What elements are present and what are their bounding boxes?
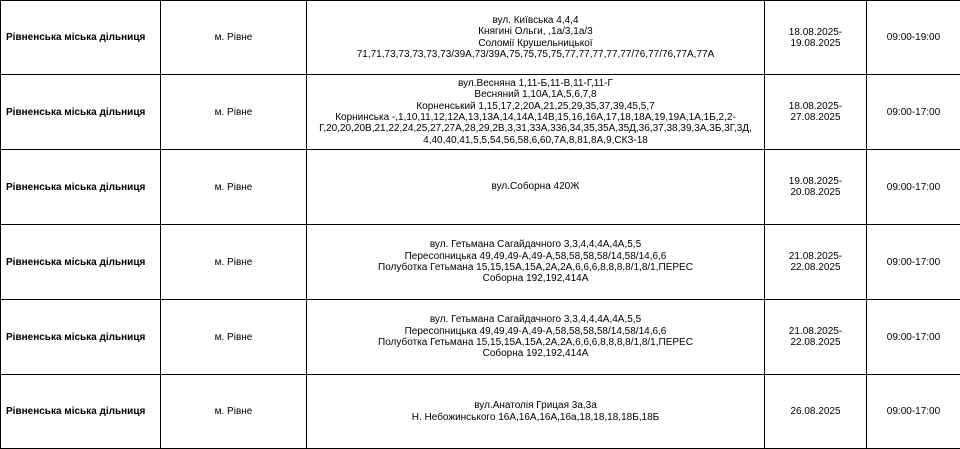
address-line: 4,40,40,41,5,5,54,56,58,6,60,7А,8,81,8А,9,СКЗ-18 (309, 135, 762, 146)
address-line: Корнинська -,1,10,11,12,12А,13,13А,14,14А,14В,15,16,16А,17,18,18А,19,19А,1А,1Б,2,2- (309, 112, 762, 123)
district-cell: Рівненська міська дільниця (1, 300, 161, 375)
address-cell (307, 75, 765, 150)
time-cell: 09:00-17:00 (867, 300, 960, 375)
address-line: Весняний 1,10А,1А,5,6,7,8 (309, 89, 762, 100)
table-row (1, 300, 960, 375)
district-cell: Рівненська міська дільниця (1, 150, 161, 225)
city-cell: м. Рівне (161, 75, 307, 150)
address-line: Княгині Ольги, ,1а/3,1а/3 (309, 26, 762, 37)
city-cell: м. Рівне (161, 300, 307, 375)
address-cell (307, 225, 765, 300)
address-line: Соломії Крушельницької (309, 38, 762, 49)
address-cell (307, 300, 765, 375)
date-cell (765, 1, 867, 75)
table-row (1, 150, 960, 225)
address-cell (307, 150, 765, 225)
address-line: Г,20,20,20В,21,22,24,25,27,27А,28,29,2В,3,31,33А,336,34,35,35А,35Д,36,37,38,39,3А,3Б,3Г,3Д, (309, 123, 762, 134)
address-line: Соборна 192,192,414А (309, 273, 762, 284)
date-cell (765, 150, 867, 225)
date-line: 21.08.2025- (767, 251, 864, 262)
time-cell: 09:00-17:00 (867, 375, 960, 449)
table-body (1, 1, 960, 449)
district-cell: Рівненська міська дільниця (1, 375, 161, 449)
address-line: Полуботка Гетьмана 15,15,15А,15А,2А,2А,6,6,6,8,8,8,8/1,8/1,ПЕРЕС (309, 262, 762, 273)
date-line: 18.08.2025- (767, 27, 864, 38)
date-cell (765, 75, 867, 150)
address-cell (307, 1, 765, 75)
address-line: Н. Небожинського 16А,16А,16А,16а,18,18,18,18Б,18Б (309, 412, 762, 423)
time-cell: 09:00-17:00 (867, 150, 960, 225)
date-line: 22.08.2025 (767, 262, 864, 273)
address-cell (307, 375, 765, 449)
address-line: Пересопницька 49,49,49-А,49-А,58,58,58,58/14,58/14,6,6 (309, 326, 762, 337)
time-cell: 09:00-17:00 (867, 225, 960, 300)
district-cell: Рівненська міська дільниця (1, 1, 161, 75)
district-cell: Рівненська міська дільниця (1, 225, 161, 300)
date-cell (765, 225, 867, 300)
city-cell: м. Рівне (161, 150, 307, 225)
date-line: 21.08.2025- (767, 326, 864, 337)
city-cell: м. Рівне (161, 225, 307, 300)
date-line: 26.08.2025 (767, 406, 864, 417)
address-line: вул.Соборна 420Ж (309, 181, 762, 192)
table-row (1, 1, 960, 75)
address-line: 71,71,73,73,73,73,73/39А,73/39А,75,75,75,75,77,77,77,77,77/76,77/76,77А,77А (309, 49, 762, 60)
date-line: 18.08.2025- (767, 101, 864, 112)
time-cell: 09:00-17:00 (867, 75, 960, 150)
address-line: вул. Гетьмана Сагайдачного 3,3,4,4,4А,4А,5,5 (309, 239, 762, 250)
table-row (1, 375, 960, 449)
table-row (1, 75, 960, 150)
date-line: 22.08.2025 (767, 337, 864, 348)
date-line: 19.08.2025- (767, 176, 864, 187)
date-line: 19.08.2025 (767, 38, 864, 49)
date-line: 27.08.2025 (767, 112, 864, 123)
address-line: Соборна 192,192,414А (309, 348, 762, 359)
date-line: 20.08.2025 (767, 187, 864, 198)
table-row (1, 225, 960, 300)
address-line: вул. Київська 4,4,4 (309, 15, 762, 26)
address-line: вул.Весняна 1,11-Б,11-В,11-Г,11-Г (309, 78, 762, 89)
date-cell (765, 375, 867, 449)
date-cell (765, 300, 867, 375)
city-cell: м. Рівне (161, 1, 307, 75)
district-cell: Рівненська міська дільниця (1, 75, 161, 150)
address-line: вул. Гетьмана Сагайдачного 3,3,4,4,4А,4А,5,5 (309, 314, 762, 325)
city-cell: м. Рівне (161, 375, 307, 449)
address-line: Корненський 1,15,17,2,20А,21,25,29,35,37,39,45,5,7 (309, 101, 762, 112)
time-cell: 09:00-19:00 (867, 1, 960, 75)
address-line: Полуботка Гетьмана 15,15,15А,15А,2А,2А,6,6,6,8,8,8,8/1,8/1,ПЕРЕС (309, 337, 762, 348)
address-line: вул.Анатолія Грицая 3а,3а (309, 400, 762, 411)
address-line: Пересопницька 49,49,49-А,49-А,58,58,58,58/14,58/14,6,6 (309, 251, 762, 262)
